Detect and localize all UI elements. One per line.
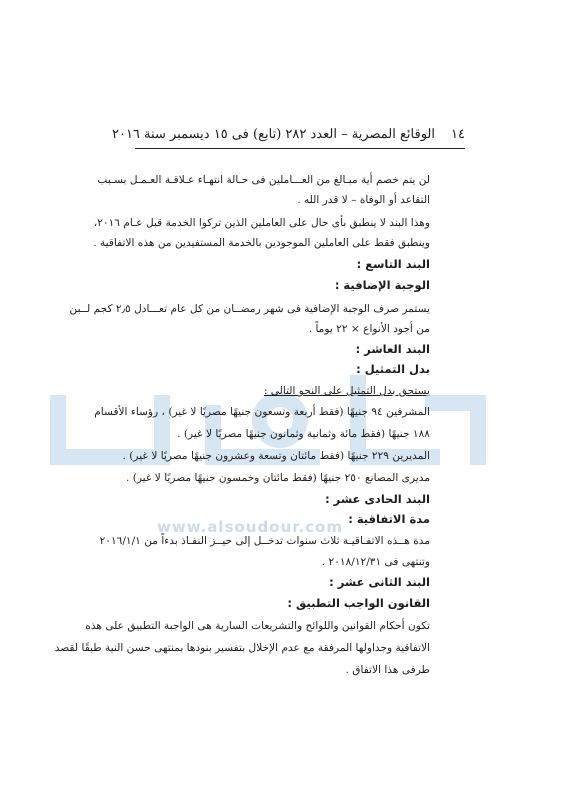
article-subheading: بدل التمثيل : xyxy=(356,362,430,376)
text-line: مديرى المصانع ٢٥٠ جنيهًا (فقط مائتان وخمسون جنيهًا مصريًا لا غير) . xyxy=(125,472,430,484)
text-line: طرفى هذا الاتفاق . xyxy=(345,664,430,676)
gazette-title: الوقائع المصرية – العدد ٢٨٢ (تابع) فى ١٥ ديسمبر سنة ٢٠١٦ xyxy=(111,127,435,142)
article-subheading: الوجبة الإضافية : xyxy=(334,278,430,292)
article-heading: البند الحادى عشر : xyxy=(325,492,430,506)
text-line: يستمر صرف الوجبة الإضافية فى شهر رمضــان من كل عام تعـــادل ٢٫٥ كجم لــبن xyxy=(69,303,430,315)
watermark-logo xyxy=(30,365,535,485)
article-heading: البند الثانى عشر : xyxy=(329,575,430,589)
text-line: وتنتهى فى ٢٠١٨/١٢/٣١ . xyxy=(321,556,430,568)
text-line: من أجود الأنواع × ٢٢ يوماً . xyxy=(308,323,430,335)
text-line: وهذا البند لا ينطبق بأى حال على العاملين الذين تركوا الخدمة قبل عـام ٢٠١٦، xyxy=(93,217,430,229)
header-rule xyxy=(135,148,465,149)
text-line: لن يتم خصم أية مبـالغ من العـــاملين فى حـالة انتهـاء عـلاقـة العـمـل بسـبب xyxy=(97,174,430,186)
text-line: الاتفاقية وجداولها المرفقة مع عدم الإخلال بتفسير بنودها بمنتهى حسن النية طبقًا لقصد xyxy=(54,642,430,654)
page-number: ١٤ xyxy=(451,127,465,142)
article-heading: البند العاشر : xyxy=(355,342,430,356)
watermark-url: www.alsoudour.com xyxy=(157,518,343,536)
text-line: المشرفين ٩٤ جنيهًا (فقط أربعة وتسعون جنيهًا مصريًا لا غير) ، رؤساء الأقسام xyxy=(94,406,430,418)
text-line: تكون أحكام القوانين واللوائح والتشريعات السارية هى الواجبة التطبيق على هذه xyxy=(85,620,430,632)
article-subheading: مدة الاتفاقية : xyxy=(348,512,430,526)
text-line: وينطبق فقط على العاملين الموجودين بالخدمة المستفيدين من هذه الاتفاقية . xyxy=(93,237,430,249)
text-line: المديرين ٢٢٩ جنيهًا (فقط مائتان وتسعة وعشرون جنيهًا مصريًا لا غير) . xyxy=(122,450,430,462)
text-line: مدة هــذه الاتفـاقيـة ثلاث سنوات تدخــل إلى حيــز النفـاذ بدءاً من ٢٠١٦/١/١ xyxy=(99,535,430,547)
article-heading: البند التاسع : xyxy=(356,257,430,271)
text-line: يستحق بدل التمثيل على النحو التالى : xyxy=(263,385,430,397)
text-line: التقاعد أو الوفاة – لا قدر الله . xyxy=(297,194,430,206)
text-line: ١٨٨ جنيهًا (فقط مائة وثمانية وثمانون جنيهًا مصريًا لا غير) . xyxy=(177,428,430,440)
article-subheading: القانون الواجب التطبيق : xyxy=(287,596,430,610)
page-header xyxy=(111,127,465,149)
